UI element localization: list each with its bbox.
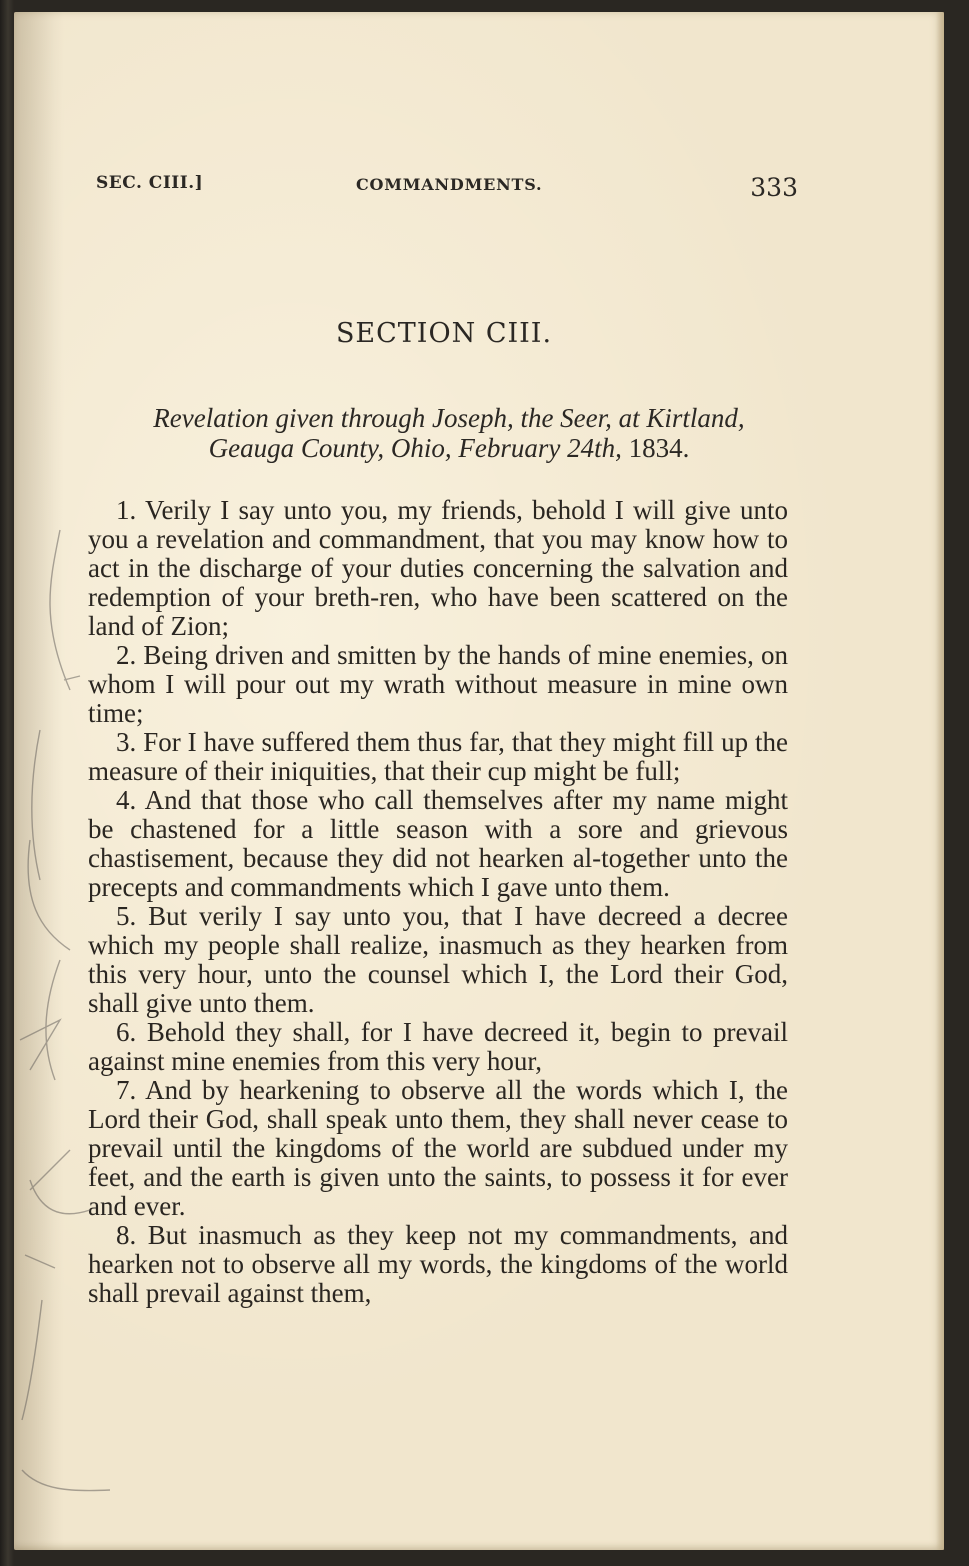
verse-7: 7. And by hearkening to observe all the words which I, the Lord their God, shall speak unto them, they shall never cease to prevail until the kingdoms of the world are subdued under my feet, and the earth is given unto the saints, to possess it for ever and ever.	[88, 1075, 788, 1221]
binding-shadow	[14, 12, 64, 1550]
verse-3: 3. For I have suffered them thus far, that they might fill up the measure of their iniquities, that their cup might be full;	[88, 727, 788, 786]
verse-body	[88, 496, 788, 1308]
verse-2: 2. Being driven and smitten by the hands of mine enemies, on whom I will pour out my wrath without measure in mine own time;	[88, 640, 788, 728]
verse-4: 4. And that those who call themselves after my name might be chastened for a little season with a sore and grievous chastisement, because they did not hearken al-together unto the precepts and commandments which I gave unto them.	[88, 785, 788, 902]
subtitle-line-2	[104, 433, 794, 463]
running-head-section: SEC. CIII.]	[96, 173, 204, 193]
running-header	[96, 173, 802, 209]
page-number: 333	[750, 173, 798, 202]
section-title: SECTION CIII.	[335, 318, 553, 349]
section-subtitle	[104, 403, 794, 463]
subtitle-year: 1834.	[628, 433, 690, 463]
page-edge	[936, 12, 944, 1550]
running-head-title: COMMANDMENTS.	[356, 175, 543, 194]
subtitle-place-date: Geauga County, Ohio, February 24th,	[208, 433, 622, 463]
verse-6: 6. Behold they shall, for I have decreed it, begin to prevail against mine enemies from this very hour,	[88, 1017, 788, 1076]
verse-5: 5. But verily I say unto you, that I have decreed a decree which my people shall realize, inasmuch as they hearken from this very hour, unto the counsel which I, the Lord their God, shall give unto them.	[88, 901, 788, 1018]
verse-8: 8. But inasmuch as they keep not my commandments, and hearken not to observe all my words, the kingdoms of the world shall prevail against them,	[88, 1220, 788, 1308]
subtitle-line-1: Revelation given through Joseph, the Seer, at Kirtland,	[153, 403, 745, 433]
verse-1: 1. Verily I say unto you, my friends, behold I will give unto you a revelation and commandment, that you may know how to act in the discharge of your duties concerning the salvation and redemption of your breth-ren, who have been scattered on the land of Zion;	[88, 495, 788, 641]
